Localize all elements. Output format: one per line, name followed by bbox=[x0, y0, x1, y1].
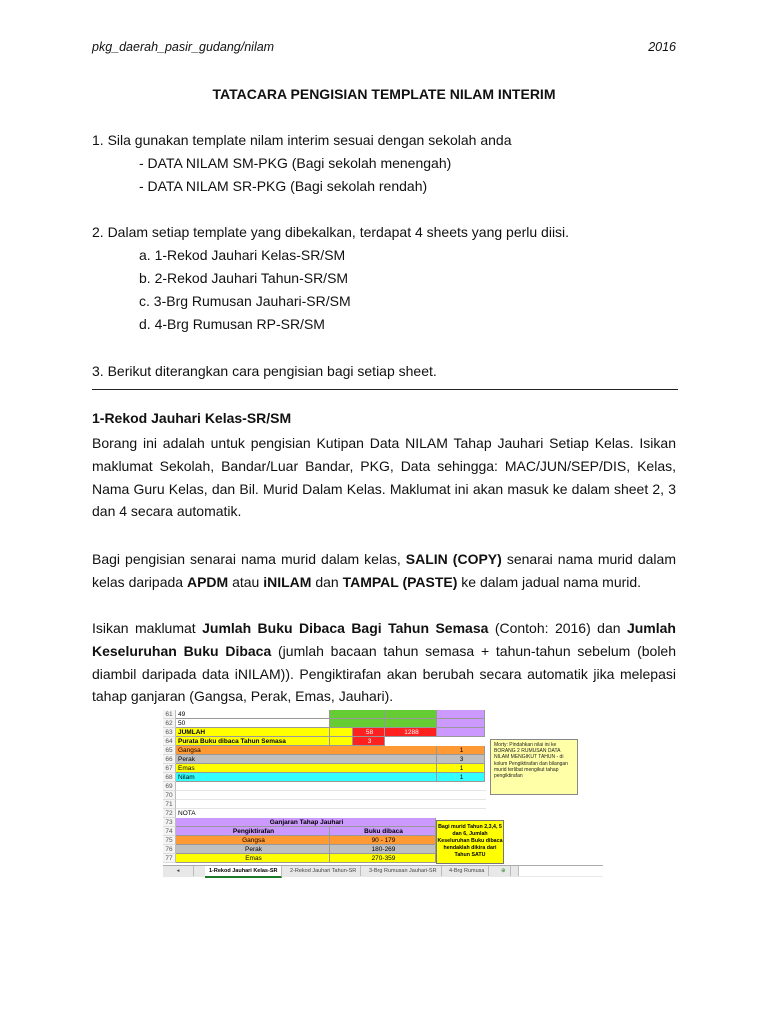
sheet-row: 65 Gangsa 1 bbox=[163, 746, 603, 755]
horizontal-scrollbar[interactable] bbox=[518, 866, 603, 876]
sheet-row: 68 Nilam 1 bbox=[163, 773, 603, 782]
section1-line: 1. Sila gunakan template nilam interim sesuai dengan sekolah anda bbox=[92, 132, 512, 148]
part1-paragraph-1: Borang ini adalah untuk pengisian Kutipan Data NILAM Tahap Jauhari Setiap Kelas. Isikan maklumat Sekolah, Bandar/Luar Bandar, PKG, Data sehingga: MAC/JUN/SEP/DIS, Kelas, Nama Guru Kelas, dan Bil. Murid Dalam Kelas. Maklumat ini akan masuk ke dalam sheet 2, 3 dan 4 secara automatik. bbox=[92, 435, 676, 520]
sheet-row: 67 Emas 1 bbox=[163, 764, 603, 773]
sheet-row: 72 NOTA bbox=[163, 809, 603, 818]
sheet-tabs bbox=[163, 865, 603, 877]
sheet-row: 66 Perak 3 bbox=[163, 755, 603, 764]
sheet-row: 70 bbox=[163, 791, 603, 800]
section2-item: a. 1-Rekod Jauhari Kelas-SR/SM bbox=[139, 247, 346, 263]
part1-paragraph-3: Isikan maklumat Jumlah Buku Dibaca Bagi Tahun Semasa (Contoh: 2016) dan Jumlah Keseluruhan Buku Dibaca (jumlah bacaan tahun semasa + tahun-tahun sebelum (boleh diambil daripada data iNILAM)). Pengiktirafan akan berubah secara automatik jika melepasi tahap ganjaran (Gangsa, Perak, Emas, Jauhari). bbox=[92, 620, 676, 705]
tab-1-rekod-jauhari-kelas[interactable]: 1-Rekod Jauhari Kelas-SR bbox=[205, 866, 282, 878]
sheet-row: 74 Pengiktirafan Buku dibaca bbox=[163, 827, 603, 836]
tab-add-icon[interactable]: ⊕ bbox=[497, 866, 511, 876]
sheet-row: 71 bbox=[163, 800, 603, 809]
sheet-row: 64 Purata Buku dibaca Tahun Semasa 3 bbox=[163, 737, 603, 746]
page-title: TATACARA PENGISIAN TEMPLATE NILAM INTERIM bbox=[212, 86, 556, 102]
section1-item: - DATA NILAM SR-PKG (Bagi sekolah rendah) bbox=[139, 178, 428, 194]
sheet-row: 75 Gangsa 90 - 179 bbox=[163, 836, 603, 845]
section2-item: b. 2-Rekod Jauhari Tahun-SR/SM bbox=[139, 270, 349, 286]
sheet-row: 73 Ganjaran Tahap Jauhari bbox=[163, 818, 603, 827]
sheet-row: 76 Perak 180-269 bbox=[163, 845, 603, 854]
sheet-row: 63 JUMLAH 58 1288 bbox=[163, 728, 603, 737]
tab-2-rekod-jauhari-tahun[interactable]: 2-Rekod Jauhari Tahun-SR bbox=[286, 866, 361, 876]
header-year: 2016 bbox=[648, 40, 676, 54]
section2-item: c. 3-Brg Rumusan Jauhari-SR/SM bbox=[139, 293, 351, 309]
tab-4-brg-rumusan[interactable]: 4-Brg Rumusa bbox=[445, 866, 489, 876]
tab-3-brg-rumusan-jauhari[interactable]: 3-Brg Rumusan Jauhari-SR bbox=[365, 866, 442, 876]
section2-item: d. 4-Brg Rumusan RP-SR/SM bbox=[139, 316, 325, 332]
section2-line: 2. Dalam setiap template yang dibekalkan, terdapat 4 sheets yang perlu diisi. bbox=[92, 224, 570, 240]
yellow-note: Bagi murid Tahun 2,3,4, 5 dan 6, Jumlah Keseluruhan Buku dibaca hendaklah dikira dari Tahun SATU bbox=[436, 820, 504, 864]
part1-heading: 1-Rekod Jauhari Kelas-SR/SM bbox=[92, 410, 292, 426]
tab-scroll-left-icon[interactable]: ◂ bbox=[163, 866, 194, 876]
sheet-row: 62 50 bbox=[163, 719, 603, 728]
part1-paragraph-2: Bagi pengisian senarai nama murid dalam kelas, SALIN (COPY) senarai nama murid dalam kelas daripada APDM atau iNILAM dan TAMPAL (PASTE) ke dalam jadual nama murid. bbox=[92, 551, 676, 590]
header-left: pkg_daerah_pasir_gudang/nilam bbox=[92, 40, 275, 54]
divider bbox=[92, 389, 678, 390]
sheet-row: 61 49 bbox=[163, 710, 603, 719]
sheet-row: 77 Emas 270-359 bbox=[163, 854, 603, 863]
section1-item: - DATA NILAM SM-PKG (Bagi sekolah menengah) bbox=[139, 155, 452, 171]
spreadsheet-screenshot bbox=[163, 710, 603, 878]
section3-line: 3. Berikut diterangkan cara pengisian bagi setiap sheet. bbox=[92, 363, 437, 379]
comment-note: Morty: Pindahkan nilai ini ke BORANG 2 RUMUSAN DATA NILAM MENGIKUT TAHUN - di kolum Pengiktirafan dan bilangan murid terlibat mengikut tahap pengiktirafan bbox=[490, 739, 578, 795]
sheet-row: 69 bbox=[163, 782, 603, 791]
